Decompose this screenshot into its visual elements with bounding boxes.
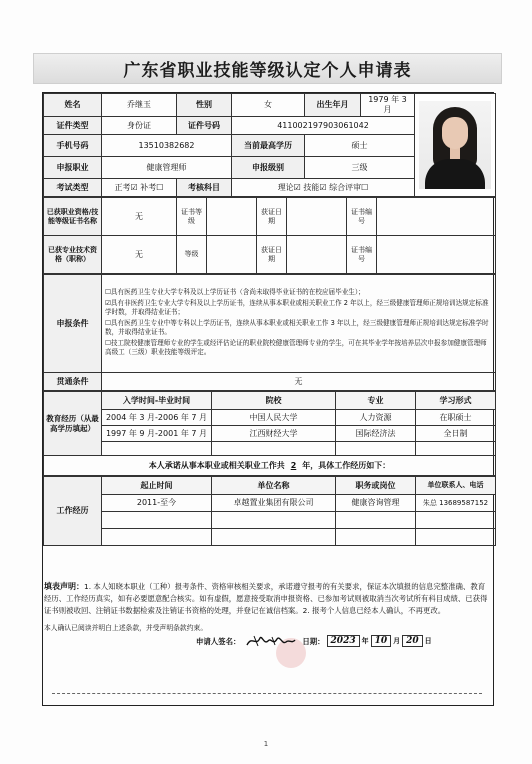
table-row — [44, 442, 496, 456]
work-post — [336, 529, 416, 546]
exam-type-value: 正考☑ 补考☐ — [102, 179, 177, 197]
conditions-table — [43, 274, 496, 391]
birth-label: 出生年月 — [305, 94, 361, 117]
work-contact: 朱总 13689587152 — [416, 495, 496, 512]
through-label: 贯通条件 — [44, 373, 102, 391]
cert-level-value — [207, 198, 257, 236]
professional-title-value: 无 — [102, 236, 177, 274]
confirm-text: 本人确认已阅读并明白上述条款，并受声明条款约束。 — [44, 624, 208, 632]
edu-header-form: 学习形式 — [416, 392, 496, 410]
name-value: 乔继玉 — [102, 94, 177, 117]
edu-major: 人力资源 — [336, 410, 416, 426]
conditions-label: 申报条件 — [44, 275, 102, 373]
edu-label: 当前最高学历 — [232, 135, 305, 157]
title-level-value — [207, 236, 257, 274]
cert-no-value — [377, 198, 496, 236]
work-unit — [212, 512, 336, 529]
table-row — [44, 512, 496, 529]
basic-info-table — [43, 93, 496, 197]
id-no-label: 证件号码 — [177, 117, 232, 135]
condition-item: ☐技工院校健康管理师专业的学生或经评估论证的职业院校健康管理师专业的学生，可在其毕业学年按培养层次申报参加健康管理师高级工（三级）职业技能等级评定。 — [105, 338, 487, 357]
issue-date-value — [287, 198, 347, 236]
birth-value: 1979 年 3 月 — [361, 94, 415, 117]
certificates-table — [43, 197, 496, 274]
exam-type-label: 考试类型 — [44, 179, 102, 197]
work-time: 2011-至今 — [102, 495, 212, 512]
title-cert-no-value — [377, 236, 496, 274]
work-post — [336, 512, 416, 529]
id-type-value: 身份证 — [102, 117, 177, 135]
condition-item: ☐具有医药卫生专业中等专科以上学历证书，连续从事本职业或相关职业工作 3 年以上，经三级健康管理师正规培训达规定标准学时数，并取得结业证书。 — [105, 318, 489, 337]
condition-item: ☐具有医药卫生专业大学专科及以上学历证书（含尚未取得毕业证书的在校应届毕业生）； — [105, 288, 365, 297]
edu-time: 2004 年 3 月-2006 年 7 月 — [102, 410, 212, 426]
condition-item: ☑具有非医药卫生专业大学专科及以上学历证书，连续从事本职业或相关职业工作 2 年以上，经三级健康管理师正规培训达规定标准学时数，并取得结业证书； — [105, 298, 489, 317]
form-title: 广东省职业技能等级认定个人申请表 — [33, 53, 502, 84]
title-cert-no-label: 证书编号 — [347, 236, 377, 274]
edu-header-time: 入学时间-毕业时间 — [102, 392, 212, 410]
name-label: 姓名 — [44, 94, 102, 117]
edu-major — [336, 442, 416, 456]
education-label: 教育经历（从最高学历填起） — [44, 392, 102, 456]
declaration-label: 填表声明： — [44, 582, 84, 591]
gender-value: 女 — [232, 94, 305, 117]
edu-time: 1997 年 9 月-2001 年 7 月 — [102, 426, 212, 442]
title-issue-date-label: 获证日期 — [257, 236, 287, 274]
work-contact — [416, 512, 496, 529]
work-promise-suffix: 年，具体工作经历如下： — [302, 460, 391, 470]
edu-value: 硕士 — [305, 135, 415, 157]
table-row — [44, 529, 496, 546]
level-label: 申报级别 — [232, 157, 305, 179]
work-label: 工作经历 — [44, 477, 102, 546]
work-years: 2 — [290, 460, 297, 470]
work-promise — [44, 456, 496, 476]
conditions-list — [102, 275, 496, 373]
table-row — [44, 426, 496, 442]
edu-school — [212, 442, 336, 456]
level-value: 三级 — [305, 157, 415, 179]
table-row — [44, 410, 496, 426]
work-promise-prefix: 本人承诺从事本职业或相关职业工作共 — [148, 460, 285, 470]
date-day: 20 — [402, 635, 423, 647]
edu-form: 全日制 — [416, 426, 496, 442]
table-row — [44, 495, 496, 512]
date-label: 日期： — [302, 636, 325, 646]
edu-header-major: 专业 — [336, 392, 416, 410]
signature-row: 申请人签名： 日期： 2023 年 10 月 20 日 — [196, 632, 432, 650]
page-number: 1 — [263, 740, 269, 748]
dashed-divider — [52, 693, 482, 694]
date-year: 2023 — [327, 635, 360, 647]
signature-label: 申请人签名： — [196, 636, 241, 646]
title-level-label: 等级 — [177, 236, 207, 274]
work-unit — [212, 529, 336, 546]
work-post: 健康咨询管理 — [336, 495, 416, 512]
edu-header-school: 院校 — [212, 392, 336, 410]
title-issue-date-value — [287, 236, 347, 274]
subject-value: 理论☑ 技能☑ 综合评审☐ — [232, 179, 415, 197]
through-value: 无 — [102, 373, 496, 391]
id-type-label: 证件类型 — [44, 117, 102, 135]
edu-form: 在职硕士 — [416, 410, 496, 426]
edu-time — [102, 442, 212, 456]
work-time — [102, 512, 212, 529]
qualification-cert-value: 无 — [102, 198, 177, 236]
edu-school: 江西财经大学 — [212, 426, 336, 442]
phone-value: 13510382682 — [102, 135, 232, 157]
cert-level-label: 证书等级 — [177, 198, 207, 236]
work-header-unit: 单位名称 — [212, 477, 336, 495]
work-header-post: 职务或岗位 — [336, 477, 416, 495]
edu-form — [416, 442, 496, 456]
work-unit: 卓越置业集团有限公司 — [212, 495, 336, 512]
work-header-contact: 单位联系人、电话 — [416, 477, 496, 495]
subject-label: 考核科目 — [177, 179, 232, 197]
job-value: 健康管理师 — [102, 157, 232, 179]
id-no-value: 411002197903061042 — [232, 117, 415, 135]
cert-no-label: 证书编号 — [347, 198, 377, 236]
handwritten-signature — [244, 633, 298, 649]
education-table — [43, 391, 496, 476]
gender-label: 性别 — [177, 94, 232, 117]
job-label: 申报职业 — [44, 157, 102, 179]
applicant-photo — [419, 101, 491, 189]
declaration — [44, 581, 492, 616]
work-header-time: 起止时间 — [102, 477, 212, 495]
qualification-cert-label: 已获职业资格/技能等级证书名称 — [44, 198, 102, 236]
phone-label: 手机号码 — [44, 135, 102, 157]
declaration-text: 1. 本人知晓本职业（工种）报考条件、资格审核相关要求，承诺遵守报考的有关要求，保证本次填报的信息完整准确、教育经历、工作经历真实，如有必要愿意配合核实。如有虚假，愿意接受取消申报资格、已参加考试则被取消当次考试所有科目成绩、已获得证书则被收回、注销证书数据检索及注销证书资格的处理，并登记在诚信档案。2. 报考个人信息已经本人确认，不再更改。 — [44, 582, 488, 615]
work-time — [102, 529, 212, 546]
photo-cell — [415, 94, 496, 197]
professional-title-label: 已获专业技术资格（职称） — [44, 236, 102, 274]
issue-date-label: 获证日期 — [257, 198, 287, 236]
work-table — [43, 476, 496, 546]
edu-major: 国际经济法 — [336, 426, 416, 442]
work-contact — [416, 529, 496, 546]
date-month: 10 — [371, 635, 392, 647]
edu-school: 中国人民大学 — [212, 410, 336, 426]
